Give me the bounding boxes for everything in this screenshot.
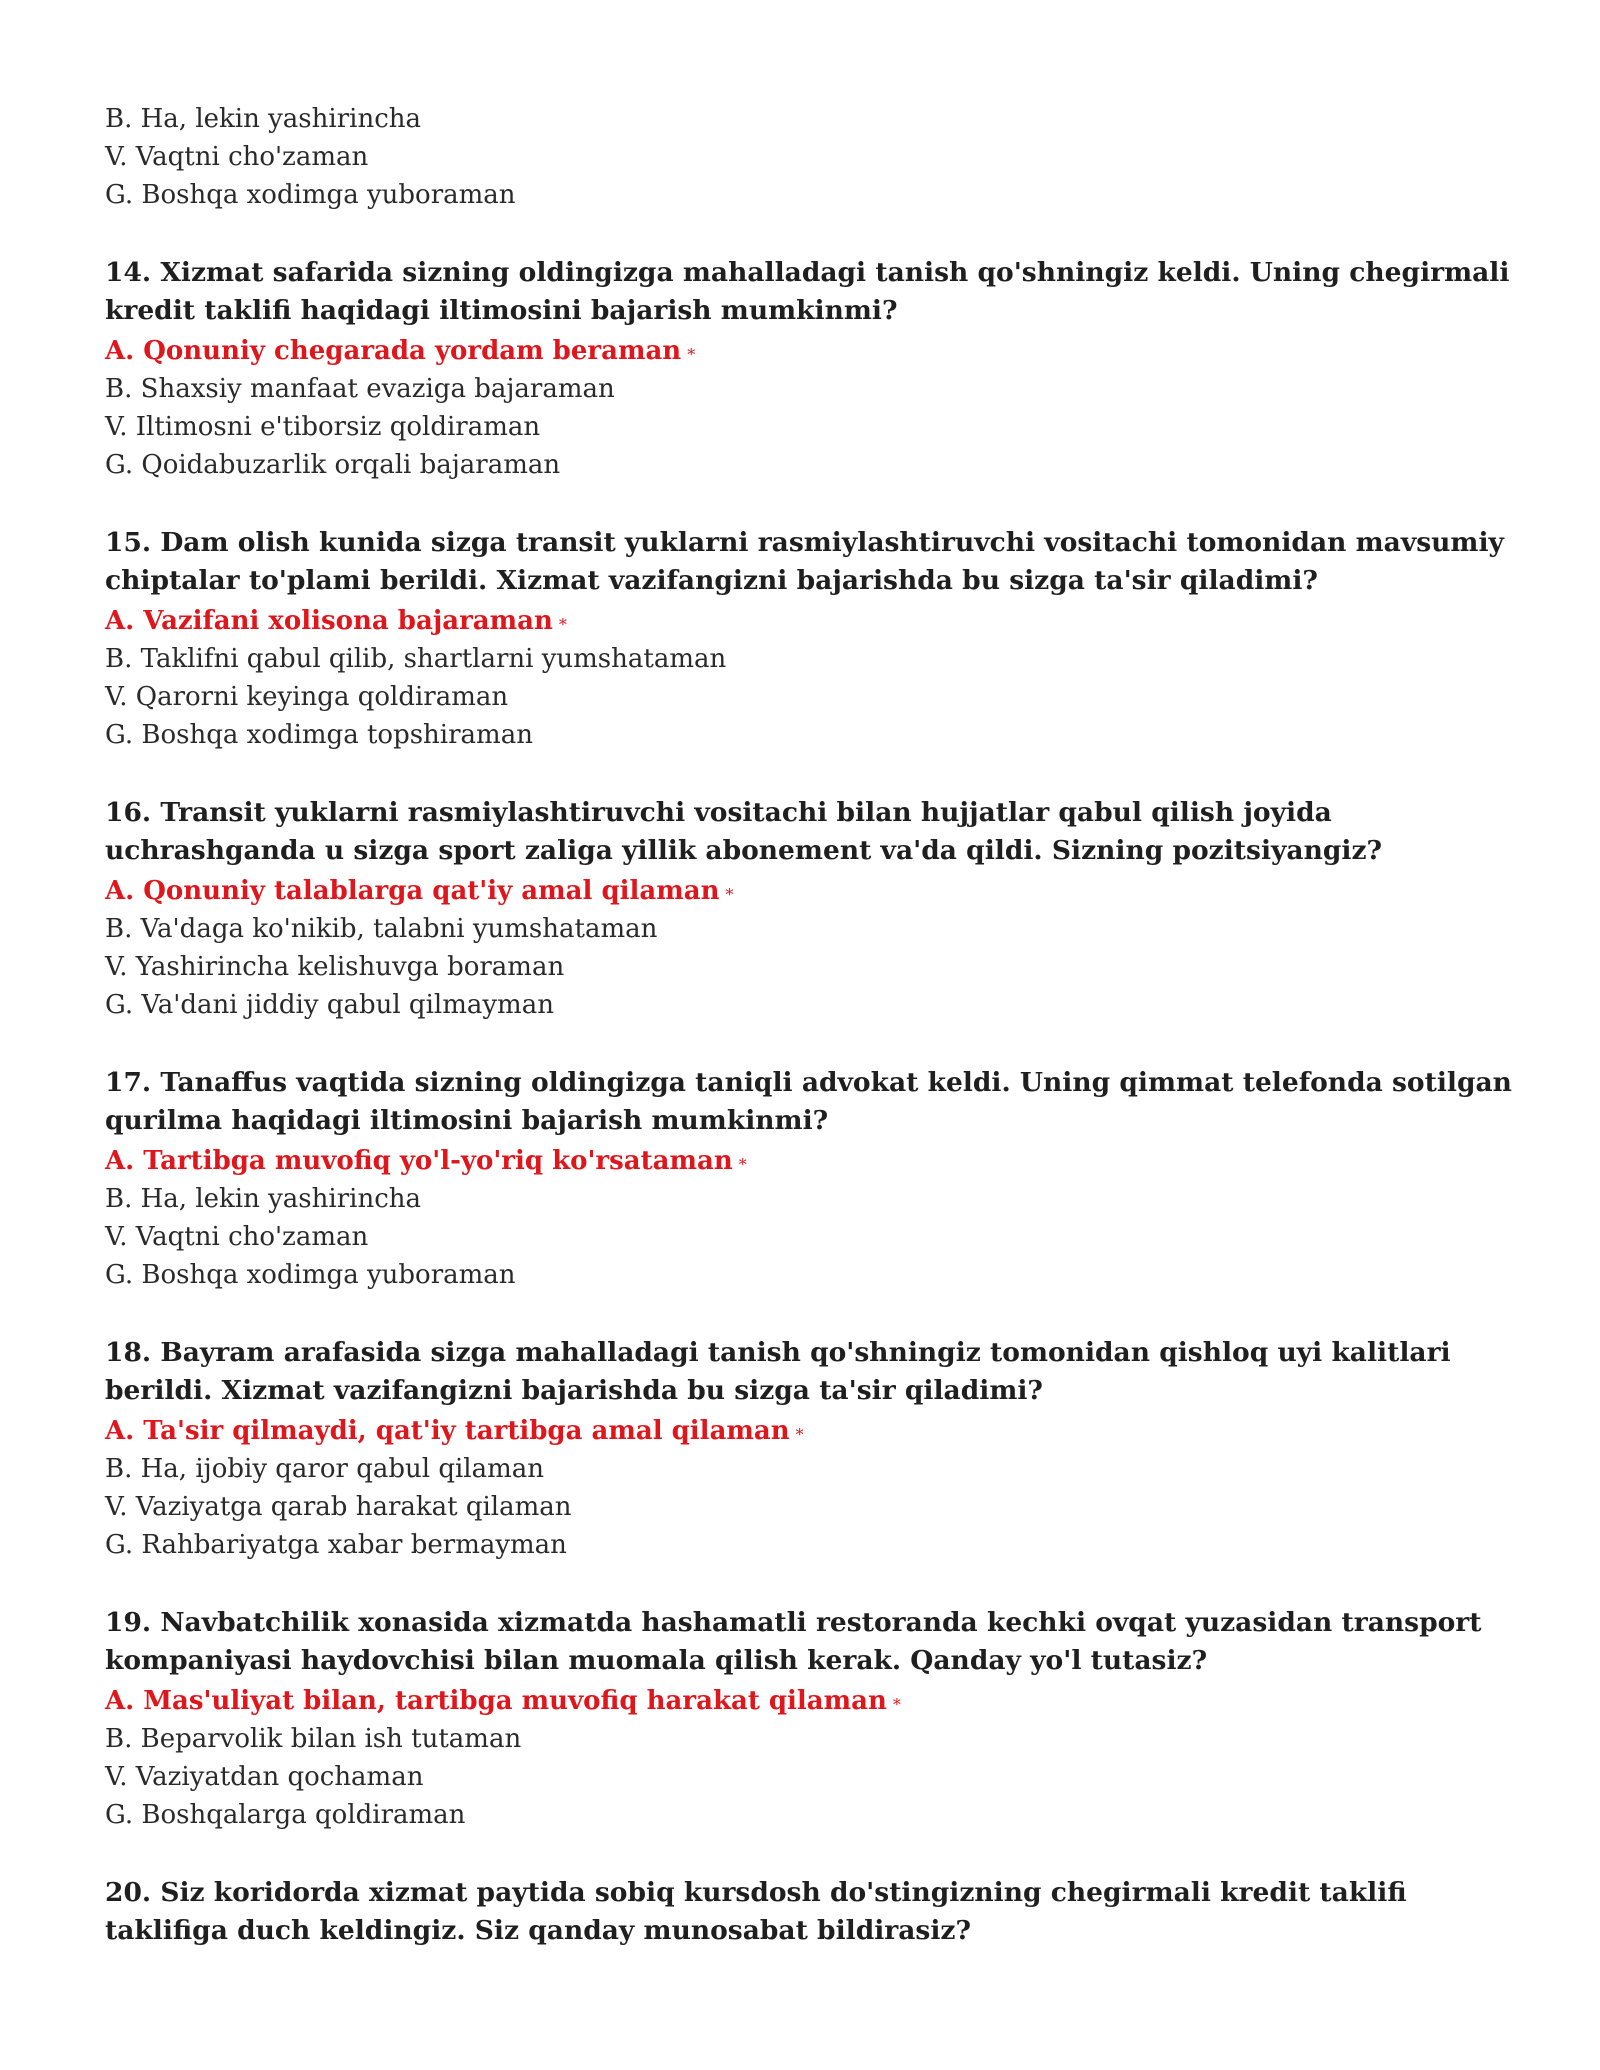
option-b: B. Ha, lekin yashirincha <box>105 1184 422 1214</box>
correct-marker: * <box>687 345 696 364</box>
question-14 <box>105 254 1525 484</box>
quiz-page <box>105 100 1525 1990</box>
option-b: B. Ha, ijobiy qaror qabul qilaman <box>105 1454 544 1484</box>
question-text: 14. Xizmat safarida sizning oldingizga mahalladagi tanish qo'shningiz keldi. Uning chegirmali kredit taklifi haqidagi iltimosini bajarish mumkinmi? <box>105 257 1510 326</box>
correct-answer-text: A. Vazifani xolisona bajaraman <box>105 606 553 636</box>
option-b: B. Beparvolik bilan ish tutaman <box>105 1724 522 1754</box>
option-v: V. Vaqtni cho'zaman <box>105 1222 369 1252</box>
correct-answer <box>105 1682 1525 1720</box>
option-v: V. Vaqtni cho'zaman <box>105 142 369 172</box>
option-b: B. Ha, lekin yashirincha <box>105 104 422 134</box>
option-v: V. Vaziyatdan qochaman <box>105 1762 424 1792</box>
correct-marker: * <box>558 615 567 634</box>
option-g: G. Rahbariyatga xabar bermayman <box>105 1530 567 1560</box>
correct-answer <box>105 1412 1525 1450</box>
correct-marker: * <box>725 885 734 904</box>
correct-answer-text: A. Ta'sir qilmaydi, qat'iy tartibga amal qilaman <box>105 1416 790 1446</box>
option-g: G. Boshqa xodimga topshiraman <box>105 720 533 750</box>
correct-answer-text: A. Mas'uliyat bilan, tartibga muvofiq harakat qilaman <box>105 1686 887 1716</box>
correct-marker: * <box>892 1695 901 1714</box>
prelude-options <box>105 100 1525 214</box>
option-v: V. Yashirincha kelishuvga boraman <box>105 952 565 982</box>
correct-answer-text: A. Qonuniy talablarga qat'iy amal qilaman <box>105 876 720 906</box>
question-15 <box>105 524 1525 754</box>
question-17 <box>105 1064 1525 1294</box>
correct-marker: * <box>738 1155 747 1174</box>
question-text: 16. Transit yuklarni rasmiylashtiruvchi vositachi bilan hujjatlar qabul qilish joyida uchrashganda u sizga sport zaliga yillik abonement va'da qildi. Sizning pozitsiyangiz? <box>105 797 1383 866</box>
question-text: 18. Bayram arafasida sizga mahalladagi tanish qo'shningiz tomonidan qishloq uyi kalitlari berildi. Xizmat vazifangizni bajarishda bu sizga ta'sir qiladimi? <box>105 1337 1451 1406</box>
correct-answer <box>105 872 1525 910</box>
option-g: G. Boshqa xodimga yuboraman <box>105 1260 516 1290</box>
question-18 <box>105 1334 1525 1564</box>
question-19 <box>105 1604 1525 1834</box>
question-text: 19. Navbatchilik xonasida xizmatda hashamatli restoranda kechki ovqat yuzasidan transport kompaniyasi haydovchisi bilan muomala qilish kerak. Qanday yo'l tutasiz? <box>105 1607 1482 1676</box>
correct-answer-text: A. Tartibga muvofiq yo'l-yo'riq ko'rsataman <box>105 1146 733 1176</box>
question-text: 17. Tanaffus vaqtida sizning oldingizga taniqli advokat keldi. Uning qimmat telefonda sotilgan qurilma haqidagi iltimosini bajarish mumkinmi? <box>105 1067 1512 1136</box>
correct-answer <box>105 332 1525 370</box>
option-v: V. Vaziyatga qarab harakat qilaman <box>105 1492 572 1522</box>
question-16 <box>105 794 1525 1024</box>
option-v: V. Qarorni keyinga qoldiraman <box>105 682 509 712</box>
option-g: G. Qoidabuzarlik orqali bajaraman <box>105 450 561 480</box>
question-text: 20. Siz koridorda xizmat paytida sobiq kursdosh do'stingizning chegirmali kredit taklifi taklifiga duch keldingiz. Siz qanday munosabat bildirasiz? <box>105 1877 1407 1946</box>
option-b: B. Taklifni qabul qilib, shartlarni yumshataman <box>105 644 727 674</box>
question-20 <box>105 1874 1525 1950</box>
option-b: B. Va'daga ko'nikib, talabni yumshataman <box>105 914 658 944</box>
option-g: G. Boshqa xodimga yuboraman <box>105 180 516 210</box>
option-g: G. Va'dani jiddiy qabul qilmayman <box>105 990 554 1020</box>
question-text: 15. Dam olish kunida sizga transit yuklarni rasmiylashtiruvchi vositachi tomonidan mavsumiy chiptalar to'plami berildi. Xizmat vazifangizni bajarishda bu sizga ta'sir qiladimi? <box>105 527 1504 596</box>
correct-answer <box>105 1142 1525 1180</box>
correct-answer-text: A. Qonuniy chegarada yordam beraman <box>105 336 682 366</box>
correct-marker: * <box>795 1425 804 1444</box>
option-v: V. Iltimosni e'tiborsiz qoldiraman <box>105 412 541 442</box>
correct-answer <box>105 602 1525 640</box>
option-g: G. Boshqalarga qoldiraman <box>105 1800 466 1830</box>
option-b: B. Shaxsiy manfaat evaziga bajaraman <box>105 374 615 404</box>
